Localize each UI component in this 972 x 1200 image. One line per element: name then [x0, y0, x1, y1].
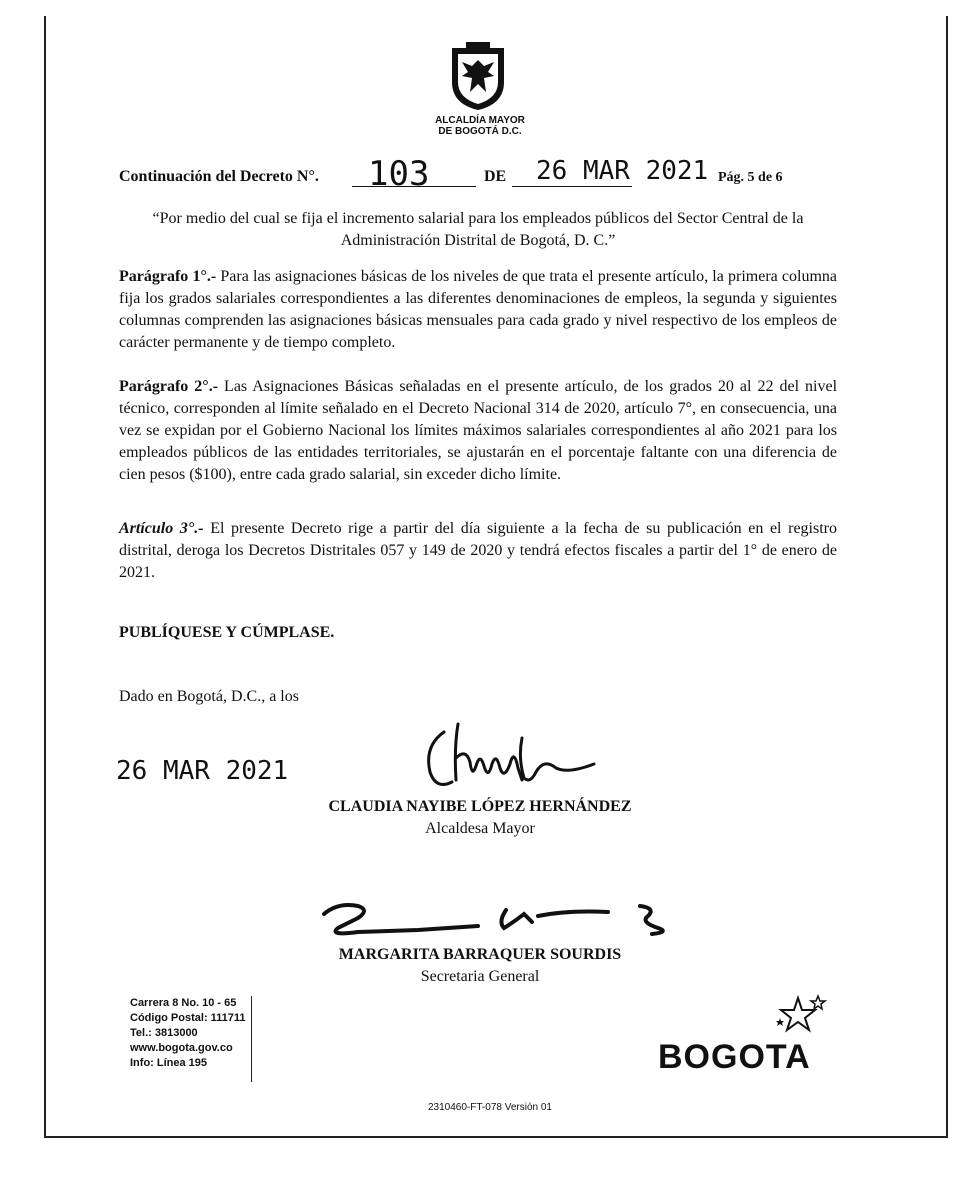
decree-subject: “Por medio del cual se fija el incremento salarial para los empleados públicos del Sector Central de la Administración Distrital de Bogotá, D. C.”: [152, 210, 804, 249]
date-underline: [512, 186, 632, 187]
paragraph-2-text: Las Asignaciones Básicas señaladas en el presente artículo, de los grados 20 al 22 del nivel técnico, corresponden al límite señalado en el Decreto Nacional 314 de 2020, artículo 7°, en consecuencia, una vez se expidan por el Gobierno Nacional los límites máximos salariales correspondientes al año 2021 para los empleados públicos de las entidades territoriales, se ajustarán en el porcentaje faltante con una diferencia de cien pesos ($100), entre cada grado salarial, sin exceder dicho límite.: [119, 378, 838, 483]
form-code: 2310460-FT-078 Versión 01: [428, 1102, 552, 1113]
paragraph-1-heading: Parágrafo 1°.-: [119, 268, 217, 285]
decree-number: 103: [368, 154, 430, 194]
address-line-3: Tel.: 3813000: [130, 1027, 198, 1039]
article-3-heading: Artículo 3°.-: [119, 520, 204, 537]
continuation-label: Continuación del Decreto N°.: [119, 168, 319, 185]
article-3: [119, 518, 837, 584]
address-block: [130, 996, 252, 1082]
signatory-1-title: Alcaldesa Mayor: [425, 820, 535, 837]
paragraph-1-text: Para las asignaciones básicas de los niveles de que trata el presente artículo, la primera columna fija los grados salariales correspondientes a las diferentes denominaciones de empleos, la segunda y siguientes columnas comprenden las asignaciones básicas mensuales para cada grado y nivel respectivo de los empleos de carácter permanente y de tiempo completo.: [119, 268, 838, 351]
signatory-2-title: Secretaria General: [420, 968, 540, 985]
brand-logo: BOGOTA: [658, 1038, 811, 1076]
decree-date: 26 MAR 2021: [536, 156, 709, 186]
paragraph-2: [119, 376, 837, 486]
signatory-2-name: MARGARITA BARRAQUER SOURDIS: [338, 946, 622, 963]
paragraph-1: [119, 266, 837, 354]
signatory-1-name: CLAUDIA NAYIBE LÓPEZ HERNÁNDEZ: [328, 798, 632, 815]
signatory-1: [300, 796, 660, 840]
address-line-2: Código Postal: 111711: [130, 1012, 246, 1024]
number-underline: [352, 186, 476, 187]
closing-formula: PUBLÍQUESE Y CÚMPLASE.: [119, 624, 335, 641]
page-indicator: Pág. 5 de 6: [718, 170, 783, 185]
mayor-signature-icon: [418, 718, 608, 798]
secretary-signature-icon: [318, 892, 678, 952]
date-label: DE: [484, 168, 507, 185]
address-line-5: Info: Línea 195: [130, 1057, 208, 1069]
stamp-date: 26 MAR 2021: [116, 756, 289, 786]
institution-line-2: DE BOGOTÁ D.C.: [438, 126, 522, 137]
address-line-4: www.bogota.gov.co: [130, 1042, 233, 1054]
paragraph-2-heading: Parágrafo 2°.-: [119, 378, 219, 395]
stars-icon: [772, 992, 832, 1038]
address-line-1: Carrera 8 No. 10 - 65: [130, 997, 237, 1009]
article-3-text: El presente Decreto rige a partir del día siguiente a la fecha de su publicación en el registro distrital, deroga los Decretos Distritales 057 y 149 de 2020 y tendrá efectos fiscales a partir del 1° de enero de 2021.: [119, 520, 837, 581]
signatory-2: [300, 944, 660, 988]
coat-of-arms-icon: [448, 42, 508, 112]
given-at: Dado en Bogotá, D.C., a los: [119, 688, 299, 705]
institution-line-1: ALCALDÍA MAYOR: [435, 115, 525, 126]
institution-name: [380, 115, 580, 137]
